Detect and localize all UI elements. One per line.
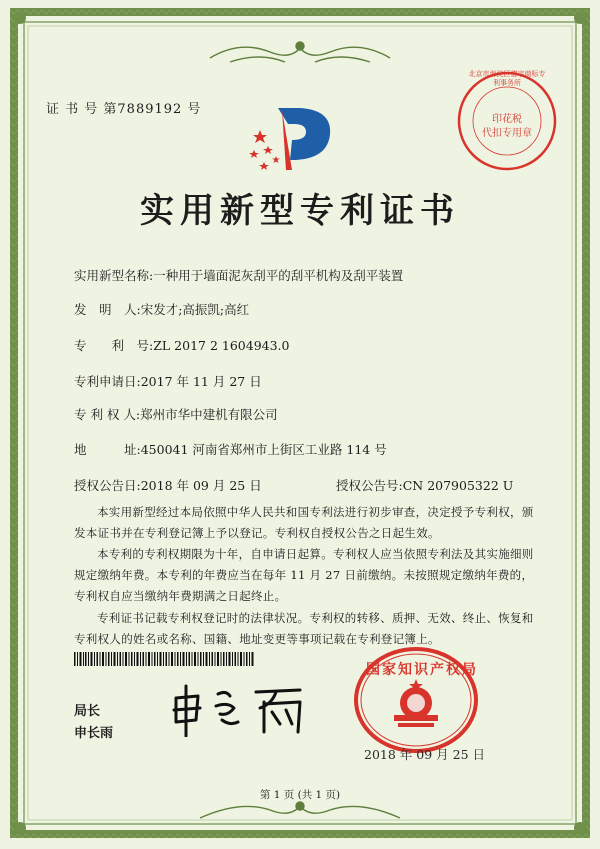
signatory-role: 局长 xyxy=(74,704,101,719)
field-grant-number: 授权公告号:CN 207905322 U xyxy=(336,478,514,493)
bottom-flourish xyxy=(200,802,400,818)
field-address: 地 址:450041 河南省郑州市上街区工业路 114 号 xyxy=(74,442,387,457)
certificate-number: 证 书 号 第7889192 号 xyxy=(46,102,202,117)
field-patentee: 专 利 权 人:郑州市华中建机有限公司 xyxy=(74,407,278,422)
stamp-line-2: 代扣专用章 xyxy=(482,128,532,139)
page-number: 第 1 页 (共 1 页) xyxy=(259,789,341,801)
seal-date: 2018 年 09 月 25 日 xyxy=(364,747,485,762)
body-paragraph-3: 专利证书记载专利权登记时的法律状况。专利权的转移、质押、无效、终止、恢复和专利权人的姓名或名称、国籍、地址变更等事项记载在专利登记簿上。 xyxy=(74,611,534,646)
barcode-icon xyxy=(74,652,254,666)
field-inventor: 发 明 人:宋发才;高振凯;高红 xyxy=(74,302,250,317)
field-grant-date: 授权公告日:2018 年 09 月 25 日 xyxy=(74,478,262,493)
certificate-title: 实用新型专利证书 xyxy=(140,191,460,231)
field-utility-name: 实用新型名称:一种用于墙面泥灰刮平的刮平机构及刮平装置 xyxy=(74,268,404,283)
top-flourish xyxy=(210,42,390,62)
signatory-name: 申长雨 xyxy=(74,726,114,741)
cnipa-logo-icon xyxy=(240,100,350,175)
seal-label: 国家知识产权局 xyxy=(366,662,478,678)
stamp-text-group xyxy=(452,66,562,176)
stamp-ring-text: 北京市海淀区德宇商标专利事务所 xyxy=(468,70,546,87)
stamp-line-1: 印花税 xyxy=(492,114,522,125)
body-paragraph-1: 本实用新型经过本局依照中华人民共和国专利法进行初步审查，决定授予专利权，颁发本证书并在专利登记簿上予以登记。专利权自授权公告之日起生效。 xyxy=(74,505,534,540)
body-paragraph-2: 本专利的专利权期限为十年，自申请日起算。专利权人应当依照专利法及其实施细则规定缴纳年费。本专利的年费应当在每年 11 月 27 日前缴纳。未按照规定缴纳年费的，专利权自应当缴纳年费期满之日起终止。 xyxy=(74,547,534,603)
seal-text xyxy=(352,645,480,755)
field-patent-number: 专 利 号:ZL 2017 2 1604943.0 xyxy=(74,338,290,353)
field-application-date: 专利申请日:2017 年 11 月 27 日 xyxy=(74,374,262,389)
handwritten-signature xyxy=(168,682,318,737)
